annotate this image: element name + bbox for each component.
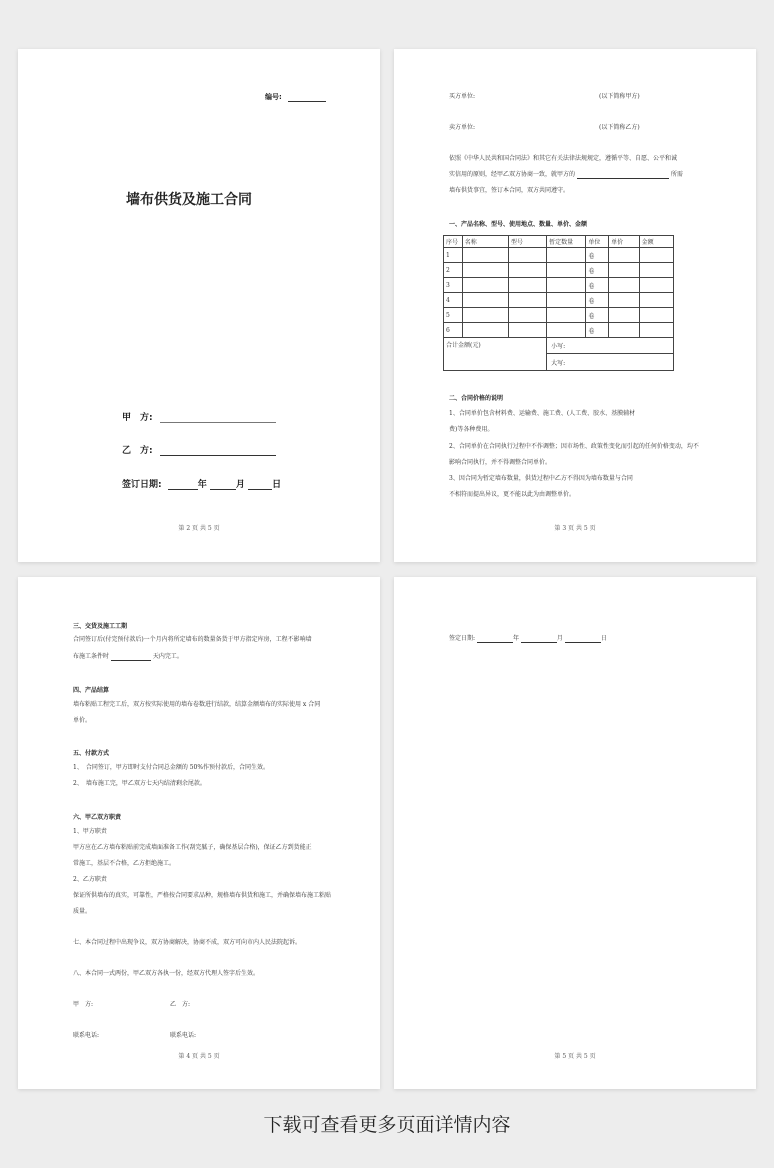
intro-line-2 [449, 171, 683, 179]
price-note-3b: 不相符而提出异议，更不能以此为由调整单价。 [449, 491, 576, 498]
buyer-label: 买方单位: [449, 93, 476, 100]
price-note-1a: 1、合同单价包含材料费、运输费、施工费、(人工费、胶水、基膜辅材 [449, 410, 636, 417]
section-4-line-1: 墙布粘贴工程完工后，双方按实际使用的墙布卷数进行结款，结算金额墙布的实际使用 x 合同 [73, 701, 321, 708]
section-3-line-2 [73, 653, 183, 661]
table-row [444, 248, 674, 263]
year-label: 年 [197, 480, 207, 490]
row-number: 4 [444, 293, 463, 308]
price-note-2b: 影响合同执行，并不得调整合同单价。 [449, 459, 552, 466]
page-footer: 第 4 页 共 5 页 [178, 1053, 220, 1060]
phone-party-b: 联系电话: [170, 1032, 197, 1039]
row-number: 3 [444, 278, 463, 293]
total-big-caps: 大写: [547, 354, 674, 371]
price-note-2a: 2、合同单价在合同执行过程中不作调整；因市场性、政策性变化而引起的任何价格变动，均不 [449, 443, 699, 450]
contract-page-4 [18, 577, 380, 1089]
table-cell [639, 323, 673, 338]
section-4-title: 四、产品结算 [73, 687, 110, 694]
sign-date-row [449, 635, 607, 643]
table-cell [547, 248, 586, 263]
section-4-line-2: 单价。 [73, 717, 92, 724]
party-a-field [122, 410, 276, 423]
row-unit: 卷 [586, 293, 609, 308]
year-blank [168, 482, 198, 490]
section-5-line-2: 2、 墙布施工完，甲乙双方七天内结清剩余尾款。 [73, 780, 206, 787]
party-b-label: 乙 方: [122, 446, 153, 456]
contract-title: 墙布供货及施工合同 [126, 192, 252, 208]
table-cell [639, 263, 673, 278]
table-cell [547, 293, 586, 308]
phone-party-a: 联系电话: [73, 1032, 100, 1039]
serial-label: 编号: [265, 93, 282, 101]
table-cell [508, 323, 546, 338]
page-footer: 第 2 页 共 5 页 [178, 525, 220, 532]
section-3-line-2-tail: 天内完工。 [152, 653, 183, 660]
section-3-line-2-text: 布施工条件时 [73, 653, 110, 660]
table-row [444, 263, 674, 278]
sign-date-field [122, 477, 281, 490]
day-blank [565, 636, 601, 643]
table-cell [547, 263, 586, 278]
table-row [444, 308, 674, 323]
table-cell [639, 308, 673, 323]
table-cell [547, 308, 586, 323]
table-cell [547, 278, 586, 293]
table-cell [508, 263, 546, 278]
table-cell [462, 278, 508, 293]
table-cell [462, 323, 508, 338]
table-cell [609, 323, 639, 338]
total-row-lower [444, 338, 674, 354]
row-unit: 卷 [586, 323, 609, 338]
month-blank [521, 636, 557, 643]
table-row [444, 323, 674, 338]
party-b-duty-title: 2、乙方职责 [73, 876, 107, 883]
intro-line-2-tail: 所需 [670, 171, 683, 178]
table-cell [609, 308, 639, 323]
intro-line-3: 墙布供货事宜，签订本合同，双方共同遵守。 [449, 187, 570, 194]
party-b-blank [160, 448, 276, 456]
header-cell: 名称 [462, 236, 508, 248]
table-cell [508, 248, 546, 263]
party-b-duty-line-2: 质量。 [73, 908, 92, 915]
section-2-title: 二、合同价格的说明 [449, 395, 504, 402]
header-cell: 暂定数量 [547, 236, 586, 248]
sign-date-label: 签订日期: [122, 480, 162, 490]
section-5-title: 五、付款方式 [73, 750, 110, 757]
header-cell: 序号 [444, 236, 463, 248]
party-b-duty-line-1: 保证所供墙布的真实，可靠性，严格按合同要求品种，规格墙布供货和施工，并确保墙布施工粘贴 [73, 892, 332, 899]
section-3-title: 三、交货及施工工期 [73, 623, 128, 630]
serial-number [265, 92, 326, 102]
row-unit: 卷 [586, 248, 609, 263]
row-number: 1 [444, 248, 463, 263]
row-unit: 卷 [586, 263, 609, 278]
header-cell: 型号 [508, 236, 546, 248]
header-cell: 金额 [639, 236, 673, 248]
row-unit: 卷 [586, 278, 609, 293]
table-cell [609, 248, 639, 263]
table-cell [462, 248, 508, 263]
signature-party-a: 甲 方: [73, 1001, 94, 1008]
seller-note: (以下简称乙方) [599, 124, 640, 131]
row-number: 2 [444, 263, 463, 278]
month-label: 月 [235, 480, 245, 490]
price-note-1b: 费)等各种费用。 [449, 426, 494, 433]
table-header-row [444, 236, 674, 248]
project-blank [577, 172, 669, 179]
buyer-note: (以下简称甲方) [599, 93, 640, 100]
table-cell [609, 293, 639, 308]
product-table [443, 235, 674, 371]
day-label: 日 [600, 635, 607, 642]
table-cell [462, 308, 508, 323]
row-number: 6 [444, 323, 463, 338]
header-cell: 单位 [586, 236, 609, 248]
party-a-blank [160, 415, 276, 423]
section-3-line-1: 合同签订后(付完预付款后)一个月内将所定墙布的数量备货于甲方指定库房，工程不影响墙 [73, 636, 312, 643]
table-cell [609, 278, 639, 293]
sign-date-label: 签定日期: [449, 635, 476, 642]
contract-page-5 [394, 577, 756, 1089]
section-7: 七、本合同过程中出现争议，双方协商解决，协商不成，双方可向市内人民法院起诉。 [73, 939, 302, 946]
table-cell [462, 263, 508, 278]
table-cell [547, 323, 586, 338]
month-blank [210, 482, 236, 490]
table-cell [462, 293, 508, 308]
intro-line-2-text: 实信用的原则，经甲乙双方协商一致，就甲方的 [449, 171, 576, 178]
price-note-3a: 3、因合同为暂定墙布数量，供货过程中乙方不得因为墙布数量与合同 [449, 475, 633, 482]
header-cell: 单价 [609, 236, 639, 248]
table-cell [508, 308, 546, 323]
signature-party-b: 乙 方: [170, 1001, 191, 1008]
party-a-duty-line-1: 甲方应在乙方墙布粘贴前完成墙面准备工作(刮完腻子，确保基层合格)，保证乙方到货能正 [73, 844, 312, 851]
day-blank [248, 482, 272, 490]
party-a-label: 甲 方: [122, 413, 153, 423]
total-small-caps: 小写: [547, 338, 674, 354]
table-cell [508, 278, 546, 293]
year-blank [477, 636, 513, 643]
table-cell [639, 293, 673, 308]
section-6-title: 六、甲乙双方职责 [73, 814, 122, 821]
total-label: 合计金额(元) [444, 338, 547, 371]
year-label: 年 [512, 635, 519, 642]
row-unit: 卷 [586, 308, 609, 323]
contract-cover-page [18, 49, 380, 562]
section-1-title: 一、产品名称、型号、使用地点、数量、单价、金额 [449, 221, 588, 228]
party-a-duty-line-2: 常施工，基层不合格，乙方拒绝施工。 [73, 860, 176, 867]
section-5-line-1: 1、 合同签订，甲方即时支付合同总金额的 50%作预付款后，合同生效。 [73, 764, 270, 771]
table-cell [609, 263, 639, 278]
table-cell [639, 278, 673, 293]
serial-blank [288, 94, 326, 102]
page-footer: 第 5 页 共 5 页 [554, 1053, 596, 1060]
party-a-duty-title: 1、甲方职责 [73, 828, 107, 835]
day-label: 日 [272, 480, 282, 490]
contract-page-3 [394, 49, 756, 562]
seller-label: 卖方单位: [449, 124, 476, 131]
month-label: 月 [556, 635, 563, 642]
table-cell [508, 293, 546, 308]
download-caption: 下载可查看更多页面详情内容 [263, 1114, 511, 1136]
table-cell [639, 248, 673, 263]
days-blank [111, 654, 151, 661]
table-row [444, 278, 674, 293]
intro-line-1: 依照《中华人民共和国合同法》和其它有关法律法规规定，遵循平等、自愿、公平和诚 [449, 155, 678, 162]
party-b-field [122, 443, 276, 456]
table-row [444, 293, 674, 308]
section-8: 八、本合同一式两份，甲乙双方各执一份，经双方代理人签字后生效。 [73, 970, 260, 977]
row-number: 5 [444, 308, 463, 323]
page-footer: 第 3 页 共 5 页 [554, 525, 596, 532]
